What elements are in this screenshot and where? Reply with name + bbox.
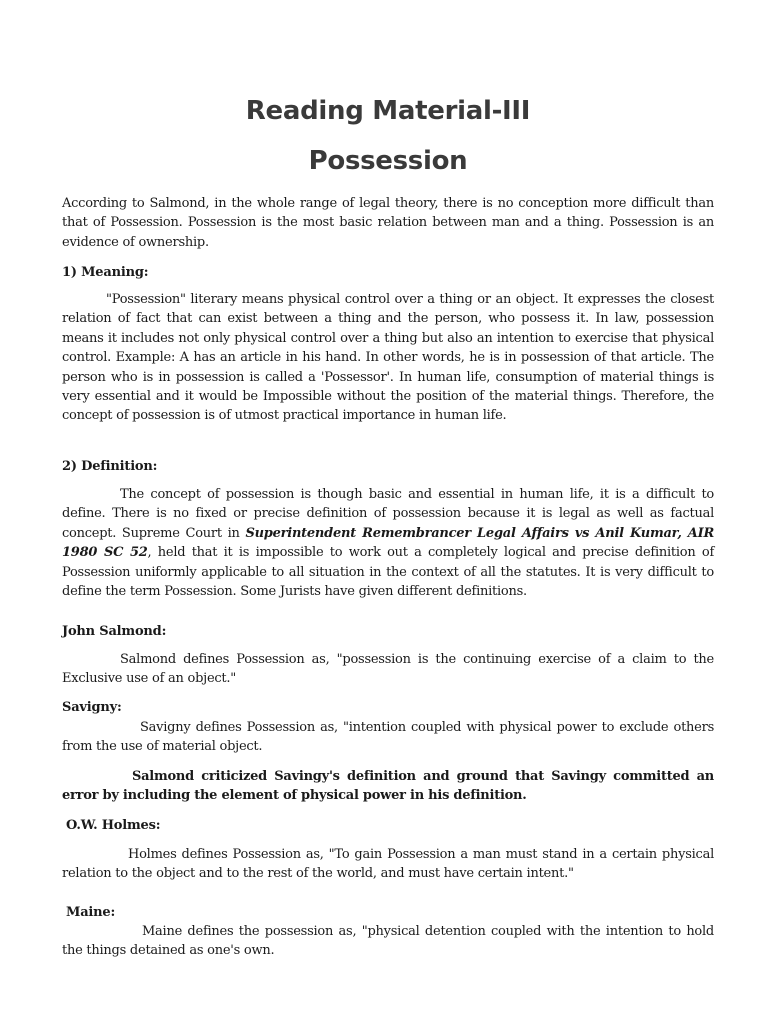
criticism-paragraph: Salmond criticized Savingy's definition and ground that Savingy committed an error by including the element of physical power in his definition. <box>62 769 714 804</box>
case-citation: Superintendent Remembrancer Legal Affairs vs Anil Kumar, AIR 1980 SC 52 <box>62 525 715 561</box>
holmes-paragraph: Holmes defines Possession as, "To gain Possession a man must stand in a certain physical relation to the object and to the rest of the world, and must have certain intent." <box>62 847 714 882</box>
intro-paragraph: According to Salmond, in the whole range of legal theory, there is no conception more difficult than that of Possession. Possession is the most basic relation between man and a thing. Possession is an evidence of ownership. <box>62 196 714 250</box>
definition-text-after: , held that it is impossible to work out a completely logical and precise definition of Possession uniformly applicable to all situation in the context of all the statutes. It is very difficult to define the term Possession. Some Jurists have given different definitions. <box>62 545 715 600</box>
savigny-paragraph: Savigny defines Possession as, "intention coupled with physical power to exclude others from the use of material object. <box>62 720 714 755</box>
definition-text-before: The concept of possession is though basic and essential in human life, it is a difficult to define. There is no fixed or precise definition of possession because it is legal as well as factual concept. Supreme Court in <box>62 487 714 541</box>
holmes-heading: O.W. Holmes: <box>66 818 161 833</box>
definition-paragraph <box>62 485 714 601</box>
maine-heading: Maine: <box>66 905 116 920</box>
salmond-heading: John Salmond: <box>62 624 167 639</box>
maine-paragraph: Maine defines the possession as, "physical detention coupled with the intention to hold the things detained as one's own. <box>62 924 714 959</box>
meaning-paragraph: "Possession" literary means physical control over a thing or an object. It expresses the closest relation of fact that can exist between a thing and the person, who possess it. In law, possession means it includes not only physical control over a thing but also an intention to exercise that physical control. Example: A has an article in his hand. In other words, he is in possession of that article. The person who is in possession is called a 'Possessor'. In human life, consumption of material things is very essential and it would be Impossible without the position of the material things. Therefore, the concept of possession is of utmost practical importance in human life. <box>62 292 714 424</box>
salmond-paragraph: Salmond defines Possession as, "possession is the continuing exercise of a claim to the Exclusive use of an object." <box>62 652 714 687</box>
meaning-heading: 1) Meaning: <box>62 265 149 280</box>
definition-heading: 2) Definition: <box>62 459 158 474</box>
savigny-heading: Savigny: <box>62 700 122 715</box>
document-subtitle: Possession <box>308 146 468 176</box>
document-title: Reading Material-III <box>245 96 531 126</box>
